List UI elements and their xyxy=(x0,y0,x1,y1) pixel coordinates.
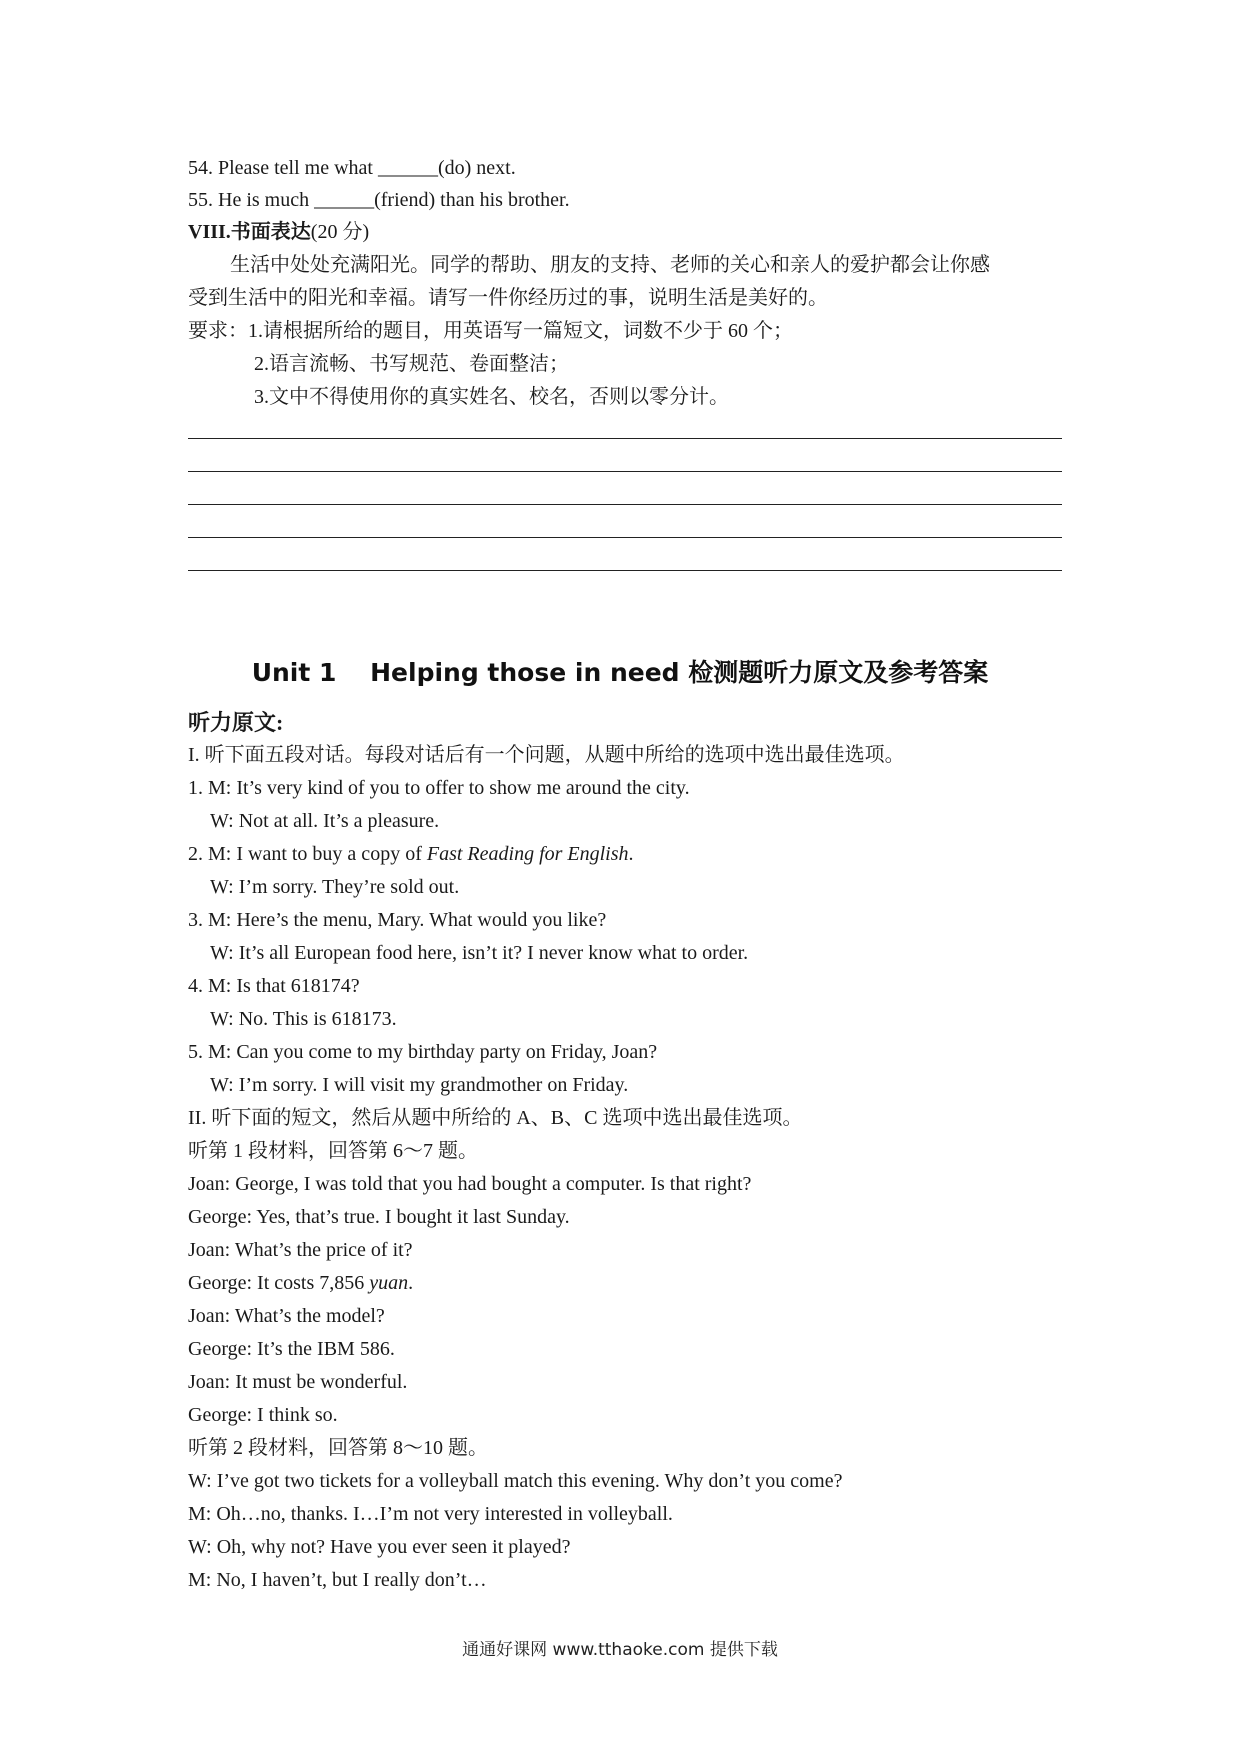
dialog-3-woman: W: It’s all European food here, isn’t it? I never know what to order. xyxy=(210,942,749,964)
listening-script-heading: 听力原文: xyxy=(188,710,284,735)
dialog-2-woman: W: I’m sorry. They’re sold out. xyxy=(210,876,460,898)
dialog-5-woman: W: I’m sorry. I will visit my grandmother on Friday. xyxy=(210,1074,629,1096)
material-1-line: George: Yes, that’s true. I bought it last Sunday. xyxy=(188,1206,570,1228)
material-2-line: W: Oh, why not? Have you ever seen it played? xyxy=(188,1536,571,1558)
material-2-line: M: Oh…no, thanks. I…I’m not very interested in volleyball. xyxy=(188,1503,673,1525)
part-1-instruction: I. 听下面五段对话。每段对话后有一个问题，从题中所给的选项中选出最佳选项。 xyxy=(188,744,905,766)
answer-line xyxy=(188,537,1062,538)
material-1-line: Joan: What’s the price of it? xyxy=(188,1239,413,1261)
material-2-line: W: I’ve got two tickets for a volleyball match this evening. Why don’t you come? xyxy=(188,1470,843,1492)
material-1-line: George: It costs 7,856 yuan. xyxy=(188,1272,414,1294)
dialog-5-man: 5. M: Can you come to my birthday party on Friday, Joan? xyxy=(188,1041,658,1063)
writing-prompt-line-2: 受到生活中的阳光和幸福。请写一件你经历过的事，说明生活是美好的。 xyxy=(188,287,828,309)
material-2-line: M: No, I haven’t, but I really don’t… xyxy=(188,1569,487,1591)
book-title: Fast Reading for English xyxy=(426,843,629,865)
dialog-3-man: 3. M: Here’s the menu, Mary. What would you like? xyxy=(188,909,607,931)
requirement-3: 3.文中不得使用你的真实姓名、校名，否则以零分计。 xyxy=(254,386,729,408)
material-1-line: George: It’s the IBM 586. xyxy=(188,1338,395,1360)
answer-line xyxy=(188,471,1062,472)
part-2-instruction: II. 听下面的短文，然后从题中所给的 A、B、C 选项中选出最佳选项。 xyxy=(188,1107,803,1129)
answer-line xyxy=(188,438,1062,439)
page-footer: 通通好课网 www.tthaoke.com 提供下载 xyxy=(462,1640,778,1660)
answer-line xyxy=(188,570,1062,571)
dialog-2-man: 2. M: I want to buy a copy of Fast Reading for English. xyxy=(188,843,634,865)
material-1-line: George: I think so. xyxy=(188,1404,338,1426)
section-8-heading xyxy=(188,218,369,246)
currency-word: yuan xyxy=(369,1272,409,1294)
answer-section-title: Unit 1 Helping those in need 检测题听力原文及参考答案 xyxy=(251,658,989,687)
dialog-4-woman: W: No. This is 618173. xyxy=(210,1008,397,1030)
dialog-4-man: 4. M: Is that 618174? xyxy=(188,975,360,997)
dialog-1-woman: W: Not at all. It’s a pleasure. xyxy=(210,810,440,832)
material-1-line: Joan: It must be wonderful. xyxy=(188,1371,408,1393)
material-1-instruction: 听第 1 段材料，回答第 6～7 题。 xyxy=(188,1140,478,1162)
answer-line xyxy=(188,504,1062,505)
question-55: 55. He is much ______(friend) than his brother. xyxy=(188,189,570,211)
requirement-2: 2.语言流畅、书写规范、卷面整洁； xyxy=(254,353,569,375)
section-8-score: (20 分) xyxy=(310,221,370,243)
material-2-instruction: 听第 2 段材料，回答第 8～10 题。 xyxy=(188,1437,488,1459)
question-54: 54. Please tell me what ______(do) next. xyxy=(188,157,516,179)
section-8-title: VIII.书面表达 xyxy=(188,221,311,243)
writing-prompt-line-1: 生活中处处充满阳光。同学的帮助、朋友的支持、老师的关心和亲人的爱护都会让你感 xyxy=(230,254,990,276)
dialog-1-man: 1. M: It’s very kind of you to offer to show me around the city. xyxy=(188,777,690,799)
requirement-1: 要求：1.请根据所给的题目，用英语写一篇短文，词数不少于 60 个； xyxy=(188,320,793,342)
material-1-line: Joan: George, I was told that you had bought a computer. Is that right? xyxy=(188,1173,752,1195)
material-1-line: Joan: What’s the model? xyxy=(188,1305,385,1327)
